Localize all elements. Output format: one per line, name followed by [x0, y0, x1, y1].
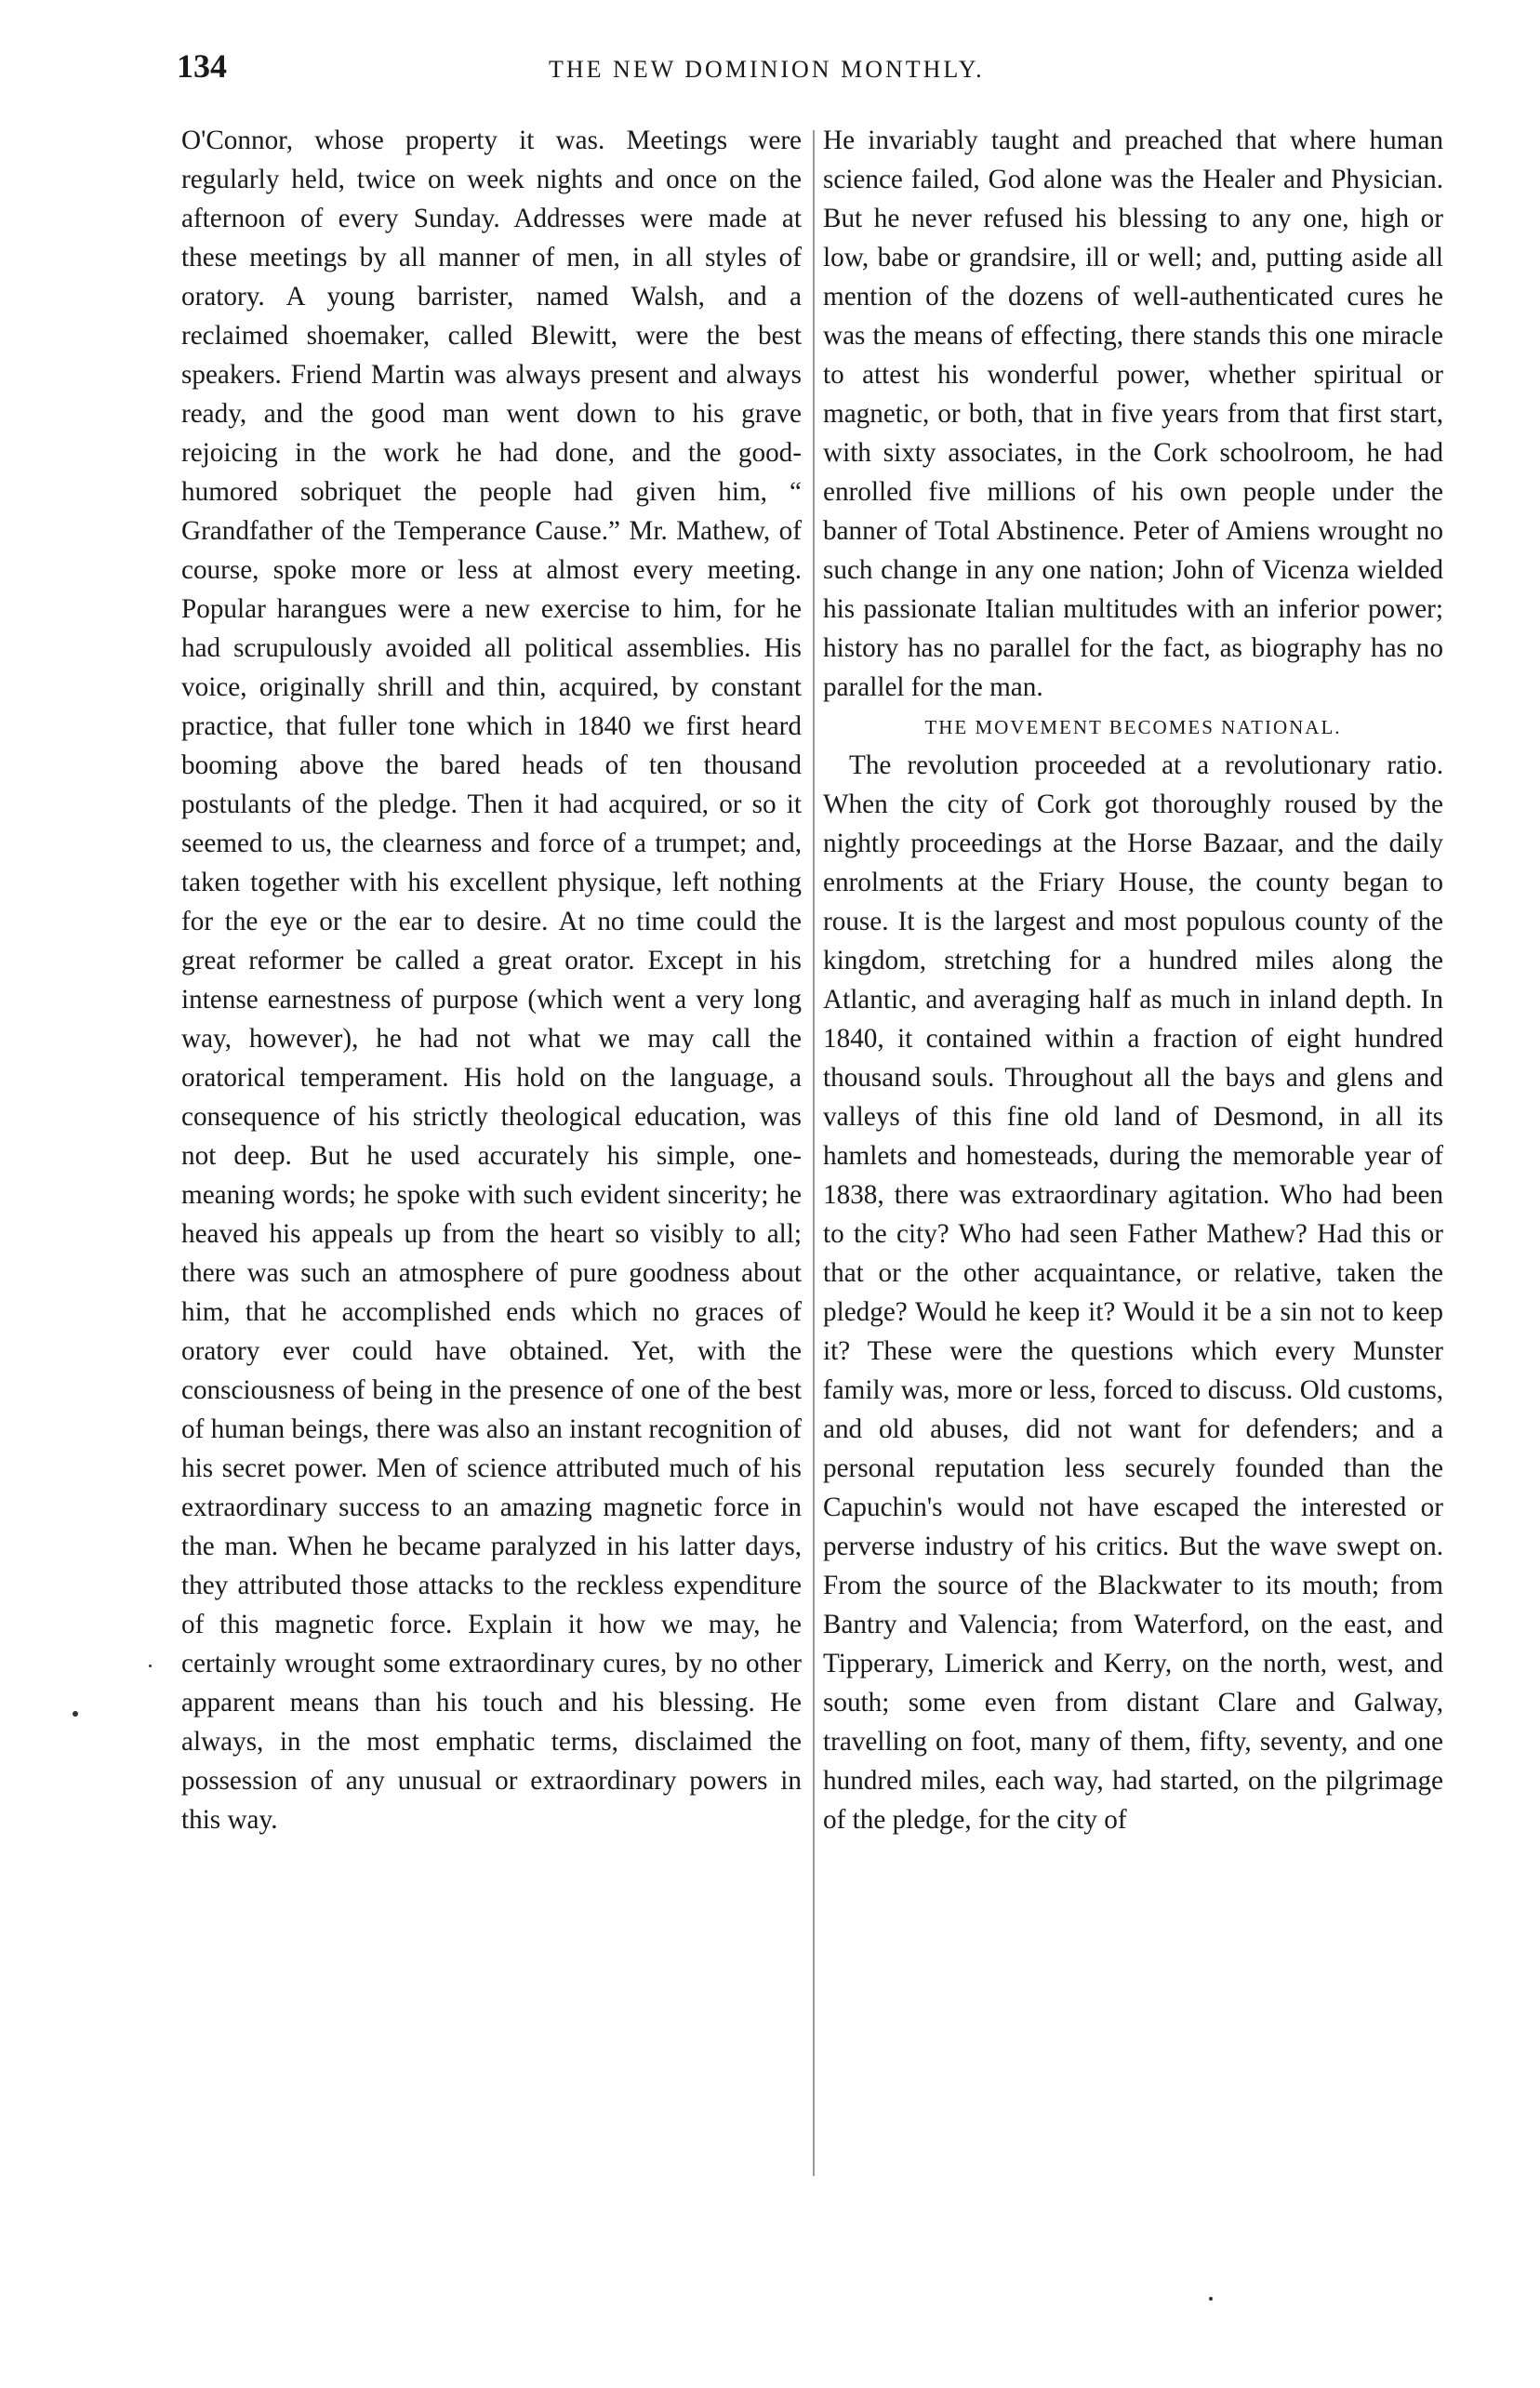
paper-speck — [73, 1711, 78, 1717]
page-header — [177, 46, 1451, 102]
column-divider — [813, 130, 815, 2176]
running-title: THE NEW DOMINION MONTHLY. — [549, 56, 985, 83]
section-heading: THE MOVEMENT BECOMES NATIONAL. — [924, 716, 1342, 738]
right-paragraph-2: The revolution proceeded at a revolutionary ratio. When the city of Cork got thoroughly roused by the nightly proceedings at the Horse Bazaar, and the daily enrolments at the Friary House, the county began to rouse. It is the largest and most populous county of the kingdom, stretching for a hundred miles along the Atlantic, and averaging half as much in inland depth. In 1840, it contained within a fraction of eight hundred thousand souls. Throughout all the bays and glens and valleys of this fine old land of Desmond, in all its hamlets and homesteads, during the memorable year of 1838, there was extraordinary agitation. Who had been to the city? Who had seen Father Mathew? Had this or that or the other acquaintance, or relative, taken the pledge? Would he keep it? Would it be a sin not to keep it? These were the questions which every Munster family was, more or less, forced to discuss. Old customs, and old abuses, did not want for defenders; and a personal reputation less securely founded than the Capuchin's would not have escaped the interested or perverse industry of his critics. But the wave swept on. From the source of the Blackwater to its mouth; from Bantry and Valencia; from Waterford, on the east, and Tipperary, Limerick and Kerry, on the north, west, and south; some even from distant Clare and Galway, travelling on foot, many of them, fifty, seventy, and one hundred miles, each way, had started, on the pilgrimage of the pledge, for the city of — [823, 750, 1443, 1835]
paper-speck — [149, 1665, 152, 1667]
left-paragraph: O'Connor, whose property it was. Meetings were regularly held, twice on week nights and once on the afternoon of every Sunday. Addresses were made at these meetings by all manner of men, in all styles of oratory. A young barrister, named Walsh, and a reclaimed shoemaker, called Blewitt, were the best speakers. Friend Martin was always present and always ready, and the good man went down to his grave rejoicing in the work he had done, and the good-humored sobriquet the people had given him, “ Grandfather of the Temperance Cause.” Mr. Mathew, of course, spoke more or less at almost every meeting. Popular harangues were a new exercise to him, for he had scrupulously avoided all political assemblies. His voice, originally shrill and thin, acquired, by constant practice, that fuller tone which in 1840 we first heard booming above the bared heads of ten thousand postulants of the pledge. Then it had acquired, or so it seemed to us, the clearness and force of a trumpet; and, taken together with his excellent physique, left nothing for the eye or the ear to desire. At no time could the great reformer be called a great orator. Except in his intense earnestness of purpose (which went a very long way, however), he had not what we may call the oratorical temperament. His hold on the language, a consequence of his strictly theological education, was not deep. But he used accurately his simple, one-meaning words; he spoke with such evident sincerity; he heaved his appeals up from the heart so visibly to all; there was such an atmosphere of pure goodness about him, that he accomplished ends which no graces of oratory ever could have obtained. Yet, with the consciousness of being in the presence of one of the best of human beings, there was also an instant recognition of his secret power. Men of science attributed much of his extraordinary success to an amazing magnetic force in the man. When he became paralyzed in his latter days, they attributed those attacks to the reckless expenditure of this magnetic force. Explain it how we may, he certainly wrought some extraordinary cures, by no other apparent means than his touch and his blessing. He always, in the most emphatic terms, disclaimed the possession of any unusual or extraordinary powers in this way. — [181, 126, 802, 1835]
page-number: 134 — [177, 47, 227, 85]
right-column — [823, 121, 1443, 1839]
paper-speck — [1209, 2297, 1213, 2301]
right-paragraph-1: He invariably taught and preached that where human science failed, God alone was the Healer and Physician. But he never refused his blessing to any one, high or low, babe or grandsire, ill or well; and, putting aside all mention of the dozens of well-authenticated cures he was the means of effecting, there stands this one miracle to attest his wonderful power, whether spiritual or magnetic, or both, that in five years from that first start, with sixty associates, in the Cork schoolroom, he had enrolled five millions of his own people under the banner of Total Abstinence. Peter of Amiens wrought no such change in any one nation; John of Vicenza wielded his passionate Italian multitudes with an inferior power; history has no parallel for the fact, as biography has no parallel for the man. — [823, 126, 1443, 702]
left-column — [181, 121, 802, 1839]
